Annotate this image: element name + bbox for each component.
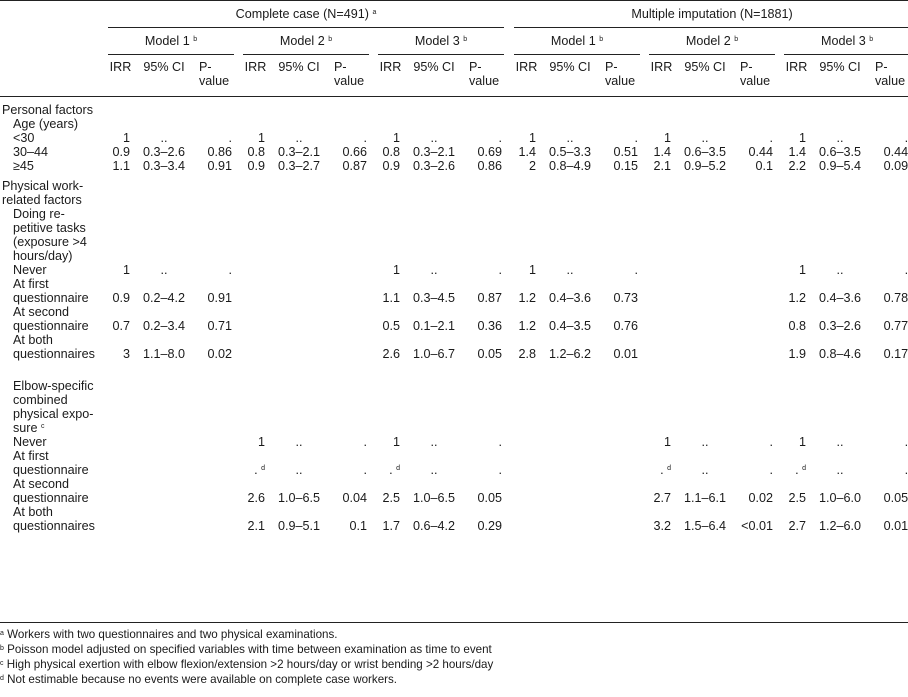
col-header-irr: IRR (378, 55, 403, 97)
irr-cell: . $^d$ (389, 463, 400, 477)
pvalue-line1: P- (334, 60, 347, 74)
section-label: Personal factors (2, 103, 93, 117)
irr-cell: 1 (122, 131, 130, 145)
irr-cell (243, 305, 268, 333)
pvalue-cell (330, 305, 369, 333)
irr-cell: 1.7 (382, 519, 400, 533)
ci-cell (674, 277, 736, 305)
section-row (0, 379, 908, 435)
ci-cell (268, 305, 330, 333)
ci-cell: .. (160, 131, 168, 145)
irr-cell (514, 505, 539, 533)
pvalue-cell: 0.09 (883, 159, 908, 173)
irr-cell: 2 (528, 159, 536, 173)
row-label: At second questionnaire (13, 305, 89, 333)
col-header-ci: 95% CI (268, 55, 330, 97)
pvalue-cell: 0.44 (883, 145, 908, 159)
pvalue-line1: P- (199, 60, 212, 74)
pvalue-cell: 0.71 (207, 319, 232, 333)
irr-cell: . $^d$ (795, 463, 806, 477)
row-label: Never (13, 435, 47, 449)
pvalue-cell: 0.78 (883, 291, 908, 305)
group-complete-case: Complete case (N=491) $^a$ (108, 1, 504, 28)
ci-cell: .. (566, 263, 574, 277)
irr-cell (649, 263, 674, 277)
pvalue-line2: value (199, 74, 230, 88)
ci-cell: .. (430, 463, 438, 477)
table-row (0, 145, 908, 159)
irr-cell: 1 (528, 263, 536, 277)
ci-cell: 0.8–4.9 (548, 159, 592, 173)
ci-cell: 0.3–3.4 (142, 159, 186, 173)
pvalue-cell (601, 505, 640, 533)
model-header: Model 3 $^b$ (820, 34, 874, 48)
section-row (0, 179, 908, 207)
ci-cell: .. (701, 463, 709, 477)
ci-cell: 0.1–2.1 (412, 319, 456, 333)
row-label: At both questionnaires (13, 333, 95, 361)
pvalue-cell: . (634, 263, 638, 277)
table-row (0, 333, 908, 361)
irr-cell: 3.2 (653, 519, 671, 533)
ci-cell (674, 263, 736, 277)
col-header-irr: IRR (108, 55, 133, 97)
irr-cell: 1.2 (788, 291, 806, 305)
pvalue-cell: . (363, 435, 367, 449)
section-label: Physical work-related factors (2, 179, 84, 207)
ci-cell: 0.3–2.1 (277, 145, 321, 159)
irr-cell (514, 449, 539, 477)
pvalue-cell: 0.87 (477, 291, 502, 305)
ci-cell: 1.2–6.2 (548, 347, 592, 361)
irr-cell (514, 477, 539, 505)
pvalue-cell: . (363, 131, 367, 145)
pvalue-cell (330, 277, 369, 305)
ci-cell: .. (566, 131, 574, 145)
ci-cell: .. (836, 263, 844, 277)
section-label: Elbow-specific combined physical expo-sure $^c$ (13, 379, 94, 435)
ci-cell: .. (430, 131, 438, 145)
ci-cell (133, 477, 195, 505)
ci-cell: 0.3–2.6 (142, 145, 186, 159)
irr-cell: 1.2 (518, 291, 536, 305)
pvalue-line2: value (469, 74, 500, 88)
ci-cell: 0.8–4.6 (818, 347, 862, 361)
pvalue-cell (601, 449, 640, 477)
pvalue-cell: 0.02 (748, 491, 773, 505)
ci-cell: 0.6–3.5 (818, 145, 862, 159)
model-header: Model 2 $^b$ (685, 34, 739, 48)
irr-cell: 1 (392, 263, 400, 277)
pvalue-cell: 0.29 (477, 519, 502, 533)
pvalue-cell: 0.91 (207, 291, 232, 305)
col-header-ci: 95% CI (133, 55, 195, 97)
group-multiple-imputation: Multiple imputation (N=1881) (514, 1, 908, 28)
ci-cell: .. (836, 131, 844, 145)
ci-cell: .. (701, 131, 709, 145)
irr-cell: 1 (528, 131, 536, 145)
pvalue-cell: 0.91 (207, 159, 232, 173)
pvalue-cell: . (228, 131, 232, 145)
irr-cell: . $^d$ (254, 463, 265, 477)
ci-cell: 1.2–6.0 (818, 519, 862, 533)
irr-cell: 1 (798, 435, 806, 449)
section-row (0, 117, 908, 131)
row-label: <30 (13, 131, 35, 145)
irr-cell: 2.5 (788, 491, 806, 505)
irr-cell: 2.1 (653, 159, 671, 173)
irr-cell: 1.4 (518, 145, 536, 159)
pvalue-line1: P- (740, 60, 753, 74)
ci-cell (674, 305, 736, 333)
irr-cell: 1 (257, 435, 265, 449)
ci-cell (268, 277, 330, 305)
section-row (0, 103, 908, 117)
irr-cell: 2.6 (247, 491, 265, 505)
pvalue-cell (330, 333, 369, 361)
ci-cell (539, 477, 601, 505)
pvalue-line2: value (875, 74, 906, 88)
irr-cell: . $^d$ (660, 463, 671, 477)
ci-cell: .. (836, 463, 844, 477)
pvalue-cell (601, 477, 640, 505)
pvalue-cell: 0.15 (613, 159, 638, 173)
ci-cell: 0.4–3.6 (548, 291, 592, 305)
col-header-irr: IRR (784, 55, 809, 97)
irr-cell (108, 477, 133, 505)
table-row (0, 131, 908, 145)
irr-cell: 1.1 (112, 159, 130, 173)
pvalue-cell (195, 449, 234, 477)
pvalue-cell: . (904, 263, 908, 277)
irr-cell: 0.8 (247, 145, 265, 159)
pvalue-cell: . (498, 435, 502, 449)
ci-cell: 0.9–5.1 (277, 519, 321, 533)
irr-cell: 1 (663, 435, 671, 449)
model-header-row (0, 28, 908, 55)
pvalue-cell: . (769, 463, 773, 477)
pvalue-cell: . (769, 131, 773, 145)
pvalue-cell (736, 305, 775, 333)
pvalue-cell: . (363, 463, 367, 477)
ci-cell: 0.5–3.3 (548, 145, 592, 159)
table-row (0, 263, 908, 277)
pvalue-cell: 0.73 (613, 291, 638, 305)
pvalue-cell: 0.05 (477, 347, 502, 361)
pvalue-cell (601, 435, 640, 449)
ci-cell (268, 263, 330, 277)
col-header-irr: IRR (649, 55, 674, 97)
irr-cell (108, 505, 133, 533)
section-label: Age (years) (13, 117, 79, 131)
ci-cell: .. (430, 435, 438, 449)
table-row (0, 477, 908, 505)
ci-cell: 0.4–3.5 (548, 319, 592, 333)
pvalue-cell: 0.51 (613, 145, 638, 159)
footnote-d: $^d$ Not estimable because no events were available on complete case workers. (0, 673, 398, 686)
col-header-irr: IRR (243, 55, 268, 97)
row-label: ≥45 (13, 159, 34, 173)
irr-cell: 0.9 (112, 291, 130, 305)
irr-cell (243, 277, 268, 305)
ci-cell: .. (701, 435, 709, 449)
irr-cell: 1.1 (382, 291, 400, 305)
ci-cell: 0.2–4.2 (142, 291, 186, 305)
irr-cell (649, 333, 674, 361)
ci-cell: .. (160, 263, 168, 277)
ci-cell: .. (295, 131, 303, 145)
irr-cell: 0.5 (382, 319, 400, 333)
pvalue-line2: value (605, 74, 636, 88)
pvalue-cell: <0.01 (741, 519, 773, 533)
irr-cell: 0.9 (112, 145, 130, 159)
ci-cell: 1.0–6.7 (412, 347, 456, 361)
irr-cell: 1 (392, 435, 400, 449)
pvalue-cell: 0.05 (883, 491, 908, 505)
footnote-b: $^b$ Poisson model adjusted on specified variables with time between examination as time to event (0, 643, 492, 656)
irr-cell: 1.4 (788, 145, 806, 159)
ci-cell: .. (430, 263, 438, 277)
ci-cell: 0.6–3.5 (683, 145, 727, 159)
model-header: Model 1 $^b$ (550, 34, 604, 48)
irr-cell: 2.6 (382, 347, 400, 361)
row-label: Never (13, 263, 47, 277)
pvalue-cell (195, 505, 234, 533)
irr-cell: 1.2 (518, 319, 536, 333)
irr-cell (243, 333, 268, 361)
ci-cell: 0.6–4.2 (412, 519, 456, 533)
ci-cell: 0.9–5.4 (818, 159, 862, 173)
pvalue-cell: . (498, 131, 502, 145)
irr-cell: 0.7 (112, 319, 130, 333)
pvalue-cell (195, 477, 234, 505)
ci-cell: 0.3–2.7 (277, 159, 321, 173)
pvalue-line2: value (740, 74, 771, 88)
ci-cell: 0.3–2.6 (412, 159, 456, 173)
ci-cell: 1.0–6.5 (412, 491, 456, 505)
irr-cell: 2.7 (653, 491, 671, 505)
pvalue-cell: 0.36 (477, 319, 502, 333)
ci-cell: .. (295, 435, 303, 449)
pvalue-cell: 0.04 (342, 491, 367, 505)
pvalue-cell: 0.77 (883, 319, 908, 333)
pvalue-cell (195, 435, 234, 449)
irr-cell: 1.4 (653, 145, 671, 159)
col-header-ci: 95% CI (539, 55, 601, 97)
col-header-pvalue (195, 55, 234, 97)
pvalue-cell: 0.66 (342, 145, 367, 159)
irr-cell: 1 (122, 263, 130, 277)
pvalue-cell (736, 333, 775, 361)
table-row (0, 305, 908, 333)
irr-cell (649, 305, 674, 333)
pvalue-line2: value (334, 74, 365, 88)
col-header-ci: 95% CI (674, 55, 736, 97)
pvalue-line1: P- (469, 60, 482, 74)
pvalue-cell: 0.76 (613, 319, 638, 333)
model-header: Model 2 $^b$ (279, 34, 333, 48)
irr-cell: 1 (392, 131, 400, 145)
section-row (0, 207, 908, 263)
row-label: At first questionnaire (13, 277, 89, 305)
pvalue-cell: 0.1 (755, 159, 773, 173)
pvalue-cell: 0.02 (207, 347, 232, 361)
pvalue-line1: P- (605, 60, 618, 74)
pvalue-cell: . (904, 435, 908, 449)
table-row (0, 435, 908, 449)
pvalue-cell: 0.05 (477, 491, 502, 505)
pvalue-line1: P- (875, 60, 888, 74)
ci-cell: 0.3–4.5 (412, 291, 456, 305)
ci-cell (539, 435, 601, 449)
ci-cell: 1.0–6.5 (277, 491, 321, 505)
col-header-pvalue (736, 55, 775, 97)
pvalue-cell: 0.01 (883, 519, 908, 533)
irr-cell: 0.9 (382, 159, 400, 173)
irr-cell: 0.8 (788, 319, 806, 333)
irr-cell: 1 (257, 131, 265, 145)
irr-cell: 0.9 (247, 159, 265, 173)
ci-cell: 0.9–5.2 (683, 159, 727, 173)
irr-cell (108, 449, 133, 477)
ci-cell (539, 505, 601, 533)
model-header: Model 3 $^b$ (414, 34, 468, 48)
col-header-pvalue (330, 55, 369, 97)
col-header-pvalue (465, 55, 504, 97)
ci-cell: 0.3–2.1 (412, 145, 456, 159)
col-header-irr: IRR (514, 55, 539, 97)
irr-cell (243, 263, 268, 277)
ci-cell: 0.4–3.6 (818, 291, 862, 305)
model-header: Model 1 $^b$ (144, 34, 198, 48)
pvalue-cell: 0.1 (349, 519, 367, 533)
pvalue-cell: . (904, 131, 908, 145)
pvalue-cell: 0.86 (477, 159, 502, 173)
col-header-ci: 95% CI (809, 55, 871, 97)
ci-cell: 1.1–8.0 (142, 347, 186, 361)
pvalue-cell: . (769, 435, 773, 449)
table-row (0, 277, 908, 305)
ci-cell: 1.0–6.0 (818, 491, 862, 505)
pvalue-cell: . (498, 263, 502, 277)
row-label: At second questionnaire (13, 477, 89, 505)
ci-cell (133, 505, 195, 533)
pvalue-cell (330, 263, 369, 277)
pvalue-cell: 0.86 (207, 145, 232, 159)
table-row (0, 449, 908, 477)
irr-cell (108, 435, 133, 449)
irr-cell (514, 435, 539, 449)
pvalue-cell: 0.01 (613, 347, 638, 361)
irr-cell: 3 (122, 347, 130, 361)
footnotes (0, 622, 908, 687)
ci-cell (539, 449, 601, 477)
col-header-pvalue (601, 55, 640, 97)
footnote-a: $^a$ Workers with two questionnaires and two physical examinations. (0, 628, 338, 641)
pvalue-cell: 0.87 (342, 159, 367, 173)
irr-cell: 0.8 (382, 145, 400, 159)
col-header-ci: 95% CI (403, 55, 465, 97)
ci-cell (674, 333, 736, 361)
irr-cell: 2.2 (788, 159, 806, 173)
footnote-c: $^c$ High physical exertion with elbow flexion/extension >2 hours/day or wrist bending >2 hours/day (0, 658, 494, 671)
irr-cell: 1 (663, 131, 671, 145)
pvalue-cell: 0.69 (477, 145, 502, 159)
irr-cell: 2.7 (788, 519, 806, 533)
ci-cell (268, 333, 330, 361)
pvalue-cell: . (904, 463, 908, 477)
column-header-row (0, 55, 908, 97)
col-header-pvalue (871, 55, 908, 97)
pvalue-cell (736, 277, 775, 305)
row-label: 30–44 (13, 145, 49, 159)
ci-cell: 0.3–2.6 (818, 319, 862, 333)
irr-cell: 1.9 (788, 347, 806, 361)
section-label: Doing re-petitive tasks (exposure >4 hours/day) (13, 207, 87, 263)
row-label: At first questionnaire (13, 449, 89, 477)
pvalue-cell: . (634, 131, 638, 145)
irr-cell: 2.5 (382, 491, 400, 505)
ci-cell (133, 449, 195, 477)
irr-cell: 1 (798, 263, 806, 277)
ci-cell: 1.5–6.4 (683, 519, 727, 533)
ci-cell (133, 435, 195, 449)
irr-cell (649, 277, 674, 305)
table-row (0, 159, 908, 173)
group-header-row (0, 1, 908, 28)
pvalue-cell: . (498, 463, 502, 477)
ci-cell: .. (836, 435, 844, 449)
table-row (0, 505, 908, 533)
irr-cell: 2.1 (247, 519, 265, 533)
pvalue-cell: . (228, 263, 232, 277)
ci-cell: 1.1–6.1 (683, 491, 727, 505)
pvalue-cell: 0.17 (883, 347, 908, 361)
pvalue-cell (736, 263, 775, 277)
ci-cell: 0.2–3.4 (142, 319, 186, 333)
ci-cell: .. (295, 463, 303, 477)
pvalue-cell: 0.44 (748, 145, 773, 159)
irr-cell: 1 (798, 131, 806, 145)
row-label: At both questionnaires (13, 505, 95, 533)
irr-cell: 2.8 (518, 347, 536, 361)
